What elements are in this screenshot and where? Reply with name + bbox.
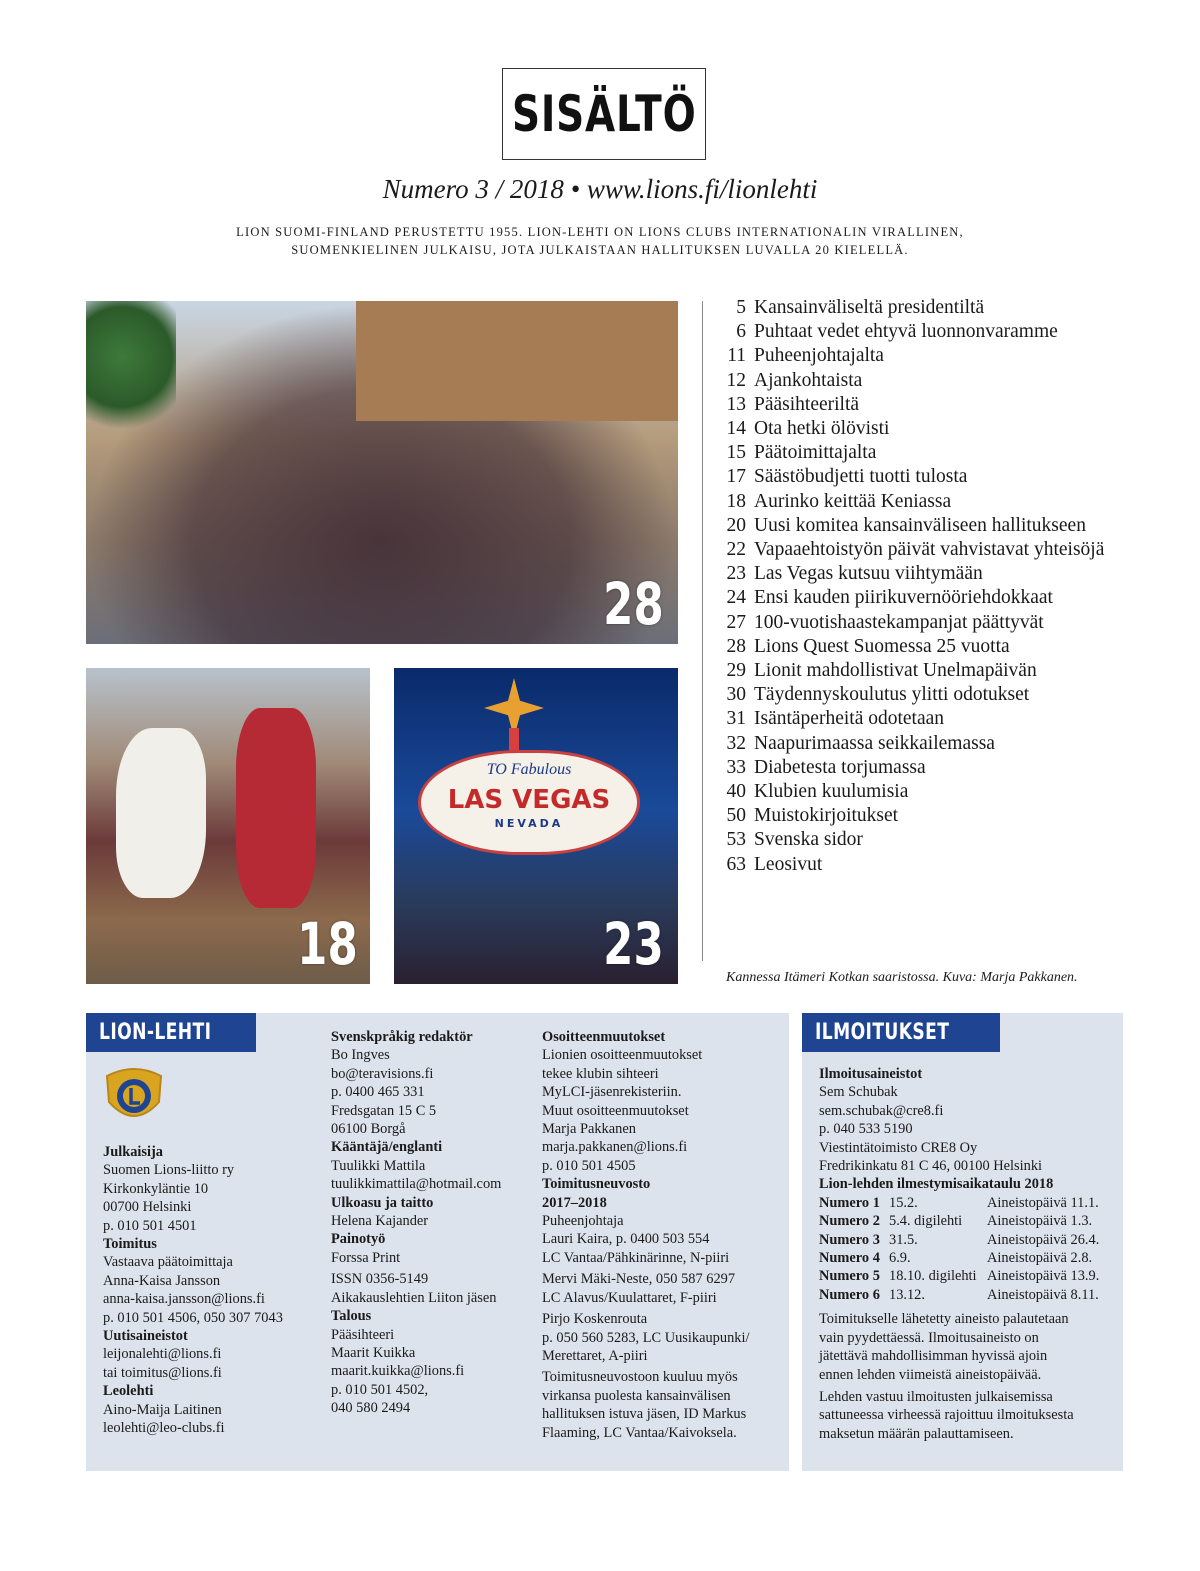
schedule-nro: Numero 1 — [819, 1194, 880, 1211]
ads-note — [819, 1388, 1099, 1443]
toc-item[interactable] — [710, 490, 1104, 514]
schedule-nro: Numero 3 — [819, 1231, 880, 1248]
text-line: Anna-Kaisa Jansson — [103, 1272, 221, 1289]
sign-main-text: LAS VEGAS — [447, 785, 611, 815]
translator-lines — [331, 1157, 501, 1194]
text-line: tekee klubin sihteeri — [542, 1065, 659, 1082]
photo-plant — [86, 301, 176, 441]
toc-item[interactable] — [710, 586, 1104, 610]
section-heading: 2017–2018 — [542, 1194, 607, 1211]
text-line: LC Vantaa/Pähkinärinne, N-piiri — [542, 1249, 730, 1266]
toc-page-number: 53 — [726, 829, 746, 851]
text-line: jätettävä mahdollisimman hyvissä ajoin — [819, 1348, 1048, 1365]
lion-lehti-header-label: LION-LEHTI — [99, 1020, 212, 1045]
toc-item[interactable] — [710, 393, 1104, 417]
text-line: 040 580 2494 — [331, 1400, 411, 1417]
schedule-row — [819, 1249, 1099, 1267]
photo-page-number: 23 — [603, 910, 664, 978]
toc-title: Ajankohtaista — [754, 369, 863, 391]
text-line: Vastaava päätoimittaja — [103, 1254, 233, 1271]
print-lines — [331, 1249, 501, 1267]
text-line: hallituksen istuva jäsen, ID Markus — [542, 1406, 747, 1423]
lion-lehti-header — [86, 1013, 256, 1052]
text-line: Kirkonkyläntie 10 — [103, 1180, 209, 1197]
board-lines — [542, 1270, 749, 1307]
issn-lines — [331, 1270, 501, 1307]
section-heading: Toimitus — [103, 1236, 157, 1253]
toc-title: Klubien kuulumisia — [754, 781, 909, 803]
layout-lines — [331, 1212, 501, 1230]
text-line: leijonalehti@lions.fi — [103, 1346, 222, 1363]
divider — [702, 301, 703, 961]
text-line: p. 050 560 5283, LC Uusikaupunki/ — [542, 1329, 750, 1346]
text-line: Muut osoitteenmuutokset — [542, 1102, 689, 1119]
text-line: Tuulikki Mattila — [331, 1157, 426, 1174]
text-line: ISSN 0356-5149 — [331, 1271, 429, 1288]
toc-title: Las Vegas kutsuu viihtymään — [754, 563, 983, 585]
toc-item[interactable] — [710, 635, 1104, 659]
kenya-photo[interactable] — [86, 668, 370, 984]
toc-title: Aurinko keittää Keniassa — [754, 490, 952, 512]
toc-page-number: 31 — [726, 708, 746, 730]
toc-item[interactable] — [710, 441, 1104, 465]
toc-item[interactable] — [710, 417, 1104, 441]
schedule-nro: Numero 2 — [819, 1213, 880, 1230]
board-lines — [542, 1212, 749, 1267]
section-heading: Osoitteenmuutokset — [542, 1029, 666, 1045]
table-of-contents — [710, 296, 1104, 877]
toc-page-number: 11 — [727, 345, 746, 367]
toc-title: Isäntäperheitä odotetaan — [754, 708, 945, 730]
text-line: Marja Pakkanen — [542, 1121, 636, 1138]
text-line: Mervi Mäki-Neste, 050 587 6297 — [542, 1271, 736, 1288]
toc-title: Puhtaat vedet ehtyvä luonnonvaramme — [754, 321, 1058, 343]
toc-title: Pääsihteeriltä — [754, 393, 860, 415]
toc-page-number: 28 — [726, 635, 746, 657]
text-line: sem.schubak@cre8.fi — [819, 1102, 944, 1119]
text-line: Toimitusneuvostoon kuuluu myös — [542, 1369, 738, 1386]
text-line: p. 0400 465 331 — [331, 1084, 425, 1101]
text-line: Pirjo Koskenrouta — [542, 1311, 648, 1328]
board-lines — [542, 1310, 749, 1365]
toc-title: Vapaaehtoistyön päivät vahvistavat yhteisöjä — [754, 539, 1105, 561]
finance-lines — [331, 1326, 501, 1418]
sign-to-text: TO Fabulous — [486, 761, 572, 778]
schedule-date: 31.5. — [889, 1231, 918, 1248]
ads-note — [819, 1310, 1099, 1384]
text-line: Pääsihteeri — [331, 1326, 395, 1343]
toc-title: Puheenjohtajalta — [754, 345, 884, 367]
section-heading: Leolehti — [103, 1383, 154, 1400]
toc-item[interactable] — [710, 853, 1104, 877]
publisher-column — [103, 1143, 283, 1438]
toc-item[interactable] — [710, 756, 1104, 780]
schedule-row — [819, 1212, 1099, 1230]
photo-figure — [116, 728, 206, 898]
toc-item[interactable] — [710, 659, 1104, 683]
toc-title: Leosivut — [754, 853, 823, 875]
schedule-table — [819, 1194, 1099, 1304]
toc-item[interactable] — [710, 828, 1104, 852]
section-heading: Talous — [331, 1308, 372, 1325]
toc-page-number: 5 — [736, 297, 746, 318]
toc-item[interactable] — [710, 611, 1104, 635]
toc-page-number: 15 — [726, 442, 746, 464]
text-line: Aikakauslehtien Liiton jäsen — [331, 1289, 497, 1306]
ads-column — [819, 1065, 1099, 1443]
cover-caption: Kannessa Itämeri Kotkan saaristossa. Kuva: Marja Pakkanen. — [726, 970, 1078, 985]
text-line: 00700 Helsinki — [103, 1199, 192, 1216]
toc-item[interactable] — [710, 296, 1104, 320]
publisher-lines — [103, 1161, 283, 1235]
text-line: virkansa puolesta kansainvälisen — [542, 1387, 731, 1404]
toc-title: Naapurimaassa seikkailemassa — [754, 732, 995, 754]
toc-item[interactable] — [710, 465, 1104, 489]
las-vegas-sign — [418, 750, 640, 855]
section-heading: Julkaisija — [103, 1144, 163, 1160]
text-line: maksetun määrän palauttamiseen. — [819, 1425, 1014, 1442]
toc-item[interactable] — [710, 369, 1104, 393]
text-line: sattuneessa virheessä rajoittuu ilmoituksesta — [819, 1407, 1074, 1424]
leo-lines — [103, 1401, 283, 1438]
schedule-nro: Numero 5 — [819, 1268, 880, 1285]
schedule-row — [819, 1286, 1099, 1304]
toc-page-number: 32 — [726, 732, 746, 754]
news-lines — [103, 1345, 283, 1382]
issue-line: Numero 3 / 2018 • www.lions.fi/lionlehti — [382, 174, 818, 204]
toc-title: Ota hetki ölövisti — [754, 418, 890, 440]
toc-page-number: 33 — [726, 756, 746, 778]
schedule-deadline: Aineistopäivä 13.9. — [987, 1268, 1100, 1285]
text-line: Viestintätoimisto CRE8 Oy — [819, 1139, 978, 1156]
text-line: Lauri Kaira, p. 0400 503 554 — [542, 1231, 710, 1248]
schedule-date: 18.10. digilehti — [889, 1268, 977, 1285]
toc-page-number: 23 — [726, 563, 746, 585]
toc-page-number: 6 — [736, 321, 746, 343]
schedule-nro: Numero 4 — [819, 1250, 880, 1267]
ads-contact-lines — [819, 1083, 1099, 1175]
toc-item[interactable] — [710, 804, 1104, 828]
group-photo[interactable] — [86, 301, 678, 644]
text-line: MyLCI-jäsenrekisteriin. — [542, 1084, 682, 1101]
intro-line: SUOMENKIELINEN JULKAISU, JOTA JULKAISTAAN HALLITUKSEN LUVALLA 20 KIELELLÄ. — [291, 243, 909, 257]
schedule-row — [819, 1194, 1099, 1212]
text-line: Flaaming, LC Vantaa/Kaivoksela. — [542, 1424, 737, 1441]
text-line: Helena Kajander — [331, 1213, 429, 1230]
toc-title: Päätoimittajalta — [754, 442, 877, 464]
toc-item[interactable] — [710, 320, 1104, 344]
toc-item[interactable] — [710, 514, 1104, 538]
schedule-deadline: Aineistopäivä 2.8. — [987, 1250, 1093, 1267]
section-heading: Ilmoitusaineistot — [819, 1066, 923, 1082]
text-line: marja.pakkanen@lions.fi — [542, 1139, 688, 1156]
page-title: SISÄLTÖ — [511, 85, 697, 143]
toc-page-number: 12 — [726, 369, 746, 391]
text-line: Sem Schubak — [819, 1084, 898, 1101]
section-heading: Uutisaineistot — [103, 1328, 188, 1345]
toc-title: Muistokirjoitukset — [754, 805, 899, 827]
text-line: maarit.kuikka@lions.fi — [331, 1363, 465, 1380]
toc-page-number: 14 — [726, 418, 746, 440]
photo-page-number: 28 — [603, 570, 664, 638]
text-line: tai toimitus@lions.fi — [103, 1364, 222, 1381]
toc-item[interactable] — [710, 538, 1104, 562]
swedish-editor-lines — [331, 1046, 501, 1138]
text-line: vain pyydettäessä. Ilmoitusaineisto on — [819, 1329, 1039, 1346]
toc-title: Täydennyskoulutus ylitti odotukset — [754, 684, 1030, 706]
page-title-box — [502, 68, 706, 160]
text-line: 06100 Borgå — [331, 1121, 406, 1138]
section-heading: Ulkoasu ja taitto — [331, 1194, 434, 1211]
text-line: anna-kaisa.jansson@lions.fi — [103, 1291, 265, 1308]
toc-title: Uusi komitea kansainväliseen hallitukseen — [754, 514, 1086, 536]
photo-page-number: 18 — [297, 910, 358, 978]
schedule-row — [819, 1231, 1099, 1249]
toc-title: Säästöbudjetti tuotti tulosta — [754, 466, 968, 488]
lions-logo-icon — [101, 1066, 167, 1128]
toc-page-number: 50 — [726, 805, 746, 827]
section-heading: Kääntäjä/englanti — [331, 1139, 443, 1156]
text-line: p. 010 501 4505 — [542, 1157, 636, 1174]
section-heading: Painotyö — [331, 1231, 386, 1248]
toc-item[interactable] — [710, 683, 1104, 707]
section-heading: Toimitusneuvosto — [542, 1176, 651, 1193]
las-vegas-photo[interactable] — [394, 668, 678, 984]
photo-wall — [356, 301, 678, 421]
toc-item[interactable] — [710, 562, 1104, 586]
intro-text — [200, 223, 1000, 259]
text-line: p. 010 501 4501 — [103, 1217, 197, 1234]
address-column — [542, 1028, 749, 1442]
editorial-lines — [103, 1253, 283, 1327]
toc-item[interactable] — [710, 707, 1104, 731]
board-lines — [542, 1368, 749, 1442]
text-line: bo@teravisions.fi — [331, 1065, 434, 1082]
text-line: Lionien osoitteenmuutokset — [542, 1047, 703, 1064]
section-heading: Lion-lehden ilmestymisaikataulu 2018 — [819, 1176, 1054, 1193]
text-line: Fredrikinkatu 81 C 46, 00100 Helsinki — [819, 1158, 1043, 1175]
schedule-deadline: Aineistopäivä 8.11. — [987, 1286, 1099, 1303]
toc-page-number: 30 — [726, 684, 746, 706]
schedule-deadline: Aineistopäivä 1.3. — [987, 1213, 1093, 1230]
toc-title: Svenska sidor — [754, 829, 863, 851]
text-line: Lehden vastuu ilmoitusten julkaisemissa — [819, 1388, 1053, 1405]
toc-page-number: 24 — [726, 587, 746, 609]
schedule-nro: Numero 6 — [819, 1286, 880, 1303]
toc-item[interactable] — [710, 344, 1104, 368]
toc-title: Diabetesta torjumassa — [754, 756, 926, 778]
schedule-date: 5.4. digilehti — [889, 1213, 963, 1230]
toc-title: Lions Quest Suomessa 25 vuotta — [754, 635, 1010, 657]
toc-title: Ensi kauden piirikuvernööriehdokkaat — [754, 587, 1053, 609]
toc-page-number: 63 — [726, 853, 746, 875]
text-line: Forssa Print — [331, 1249, 401, 1266]
toc-page-number: 29 — [726, 660, 746, 682]
intro-line: LION SUOMI-FINLAND PERUSTETTU 1955. LION-LEHTI ON LIONS CLUBS INTERNATIONALIN VIRALLINEN, — [236, 225, 964, 239]
toc-title: Lionit mahdollistivat Unelmapäivän — [754, 660, 1037, 682]
text-line: Toimitukselle lähetetty aineisto palautetaan — [819, 1311, 1069, 1328]
editors-column — [331, 1028, 501, 1418]
text-line: tuulikkimattila@hotmail.com — [331, 1176, 502, 1193]
schedule-date: 15.2. — [889, 1194, 918, 1211]
text-line: Fredsgatan 15 C 5 — [331, 1102, 437, 1119]
text-line: p. 010 501 4506, 050 307 7043 — [103, 1309, 283, 1326]
section-heading: Svenskpråkig redaktör — [331, 1029, 473, 1045]
photo-figure — [236, 708, 316, 908]
ilmoitukset-header — [802, 1013, 1000, 1052]
toc-page-number: 40 — [726, 781, 746, 803]
toc-page-number: 17 — [726, 466, 746, 488]
toc-title: 100-vuotishaastekampanjat päättyvät — [754, 611, 1044, 633]
text-line: p. 010 501 4502, — [331, 1381, 429, 1398]
toc-item[interactable] — [710, 780, 1104, 804]
address-lines — [542, 1046, 749, 1175]
schedule-deadline: Aineistopäivä 11.1. — [987, 1194, 1099, 1211]
toc-title: Kansainväliseltä presidentiltä — [754, 297, 985, 318]
schedule-deadline: Aineistopäivä 26.4. — [987, 1231, 1100, 1248]
text-line: leolehti@leo-clubs.fi — [103, 1420, 225, 1437]
schedule-date: 13.12. — [889, 1286, 925, 1303]
text-line: Bo Ingves — [331, 1047, 390, 1064]
sign-sub-text: NEVADA — [494, 817, 564, 830]
text-line: LC Alavus/Kuulattaret, F-piiri — [542, 1289, 717, 1306]
text-line: Maarit Kuikka — [331, 1344, 416, 1361]
text-line: p. 040 533 5190 — [819, 1121, 913, 1138]
toc-page-number: 27 — [726, 611, 746, 633]
schedule-row — [819, 1267, 1099, 1285]
toc-item[interactable] — [710, 732, 1104, 756]
text-line: Puheenjohtaja — [542, 1213, 624, 1230]
toc-page-number: 22 — [726, 539, 746, 561]
text-line: Suomen Lions-liitto ry — [103, 1162, 235, 1179]
text-line: Aino-Maija Laitinen — [103, 1401, 222, 1418]
text-line: ennen lehden viimeistä aineistopäivää. — [819, 1366, 1042, 1383]
toc-page-number: 13 — [726, 393, 746, 415]
schedule-date: 6.9. — [889, 1250, 911, 1267]
text-line: Merettaret, A-piiri — [542, 1347, 648, 1364]
toc-page-number: 18 — [726, 490, 746, 512]
toc-page-number: 20 — [726, 514, 746, 536]
ilmoitukset-header-label: ILMOITUKSET — [815, 1020, 950, 1045]
